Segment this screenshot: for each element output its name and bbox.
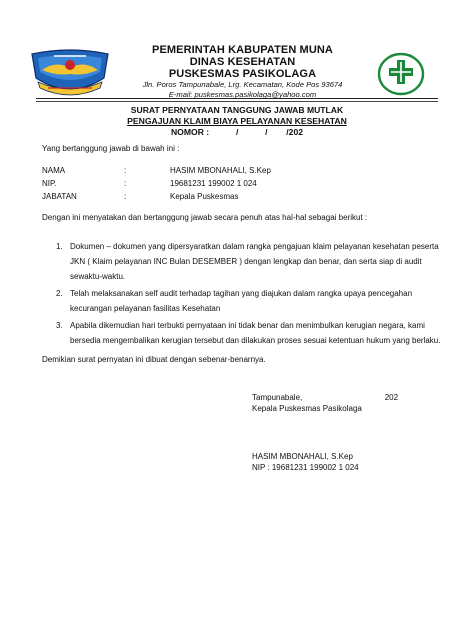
document-title bbox=[0, 105, 474, 138]
identity-colon: : bbox=[124, 179, 127, 188]
identity-colon: : bbox=[124, 192, 127, 201]
identity-colon: : bbox=[124, 166, 127, 175]
list-item bbox=[42, 239, 442, 284]
puskesmas-green-cross-icon bbox=[377, 52, 425, 96]
identity-value: Kepala Puskesmas bbox=[170, 192, 239, 201]
signature-name: HASIM MBONAHALI, S.Kep bbox=[252, 452, 353, 461]
list-item-number: 3. bbox=[56, 321, 63, 330]
muna-regency-emblem-icon bbox=[28, 48, 112, 100]
list-item-number: 2. bbox=[56, 289, 63, 298]
signature-nip: NIP : 19681231 199002 1 024 bbox=[252, 463, 359, 472]
letterhead-address: Jln. Poros Tampunabale, Lrg. Kecamatan, Kode Pos 93674 bbox=[142, 80, 343, 89]
closing-text: Demikian surat pernyatan ini dibuat dengan sebenar-benarnya. bbox=[42, 355, 266, 364]
list-item bbox=[42, 286, 442, 316]
letterhead-department: DINAS KESEHATAN bbox=[189, 56, 296, 68]
list-item-text: Apabila dikemudian hari terbukti pernyataan ini tidak benar dan menimbulkan kerugian negara, kami bersedia mengembalikan kerugian tersebut dan dilakukan proses sesuai ketentuan hukum yang berlaku. bbox=[70, 321, 441, 345]
letterhead bbox=[110, 44, 375, 100]
letterhead-government: PEMERINTAH KABUPATEN MUNA bbox=[152, 44, 333, 56]
intro-text: Yang bertanggung jawab di bawah ini : bbox=[42, 144, 180, 153]
nomor-label: NOMOR : bbox=[170, 127, 210, 137]
nomor-slash-1: / bbox=[235, 127, 239, 137]
signature-place: Tampunabale, bbox=[252, 393, 303, 402]
letterhead-rule-thick bbox=[36, 98, 438, 99]
list-item-number: 1. bbox=[56, 242, 63, 251]
identity-value: 19681231 199002 1 024 bbox=[170, 179, 257, 188]
statement-list bbox=[42, 239, 442, 350]
title-line-2: PENGAJUAN KLAIM BIAYA PELAYANAN KESEHATAN bbox=[127, 116, 347, 126]
letterhead-email: E-mail: puskesmas.pasikolaga@yahoo.com bbox=[168, 90, 317, 99]
document-number bbox=[0, 127, 474, 138]
statement-paragraph: Dengan ini menyatakan dan bertanggung jawab secara penuh atas hal-hal sebagai berikut : bbox=[42, 213, 368, 222]
nomor-slash-2: / bbox=[265, 127, 268, 137]
identity-value: HASIM MBONAHALI, S.Kep bbox=[170, 166, 271, 175]
title-line-1: SURAT PERNYATAAN TANGGUNG JAWAB MUTLAK bbox=[130, 105, 344, 115]
identity-label: JABATAN bbox=[42, 192, 77, 201]
nomor-year: /202 bbox=[286, 127, 304, 137]
signature-position: Kepala Puskesmas Pasikolaga bbox=[252, 404, 362, 413]
identity-label: NAMA bbox=[42, 166, 66, 175]
identity-label: NIP. bbox=[42, 179, 57, 188]
letterhead-puskesmas: PUSKESMAS PASIKOLAGA bbox=[168, 68, 317, 80]
list-item-text: Dokumen – dokumen yang dipersyaratkan dalam rangka pengajuan klaim pelayanan kesehatan peserta JKN ( Klaim pelayanan INC Bulan DESEMBER ) dengan lengkap dan benar, dan serta siap di audit sewaktu-waktu. bbox=[70, 242, 439, 281]
list-item-text: Telah melaksanakan self audit terhadap tagihan yang diajukan dalam rangka upaya pencegahan kecurangan pelayanan fasilitas Kesehatan bbox=[70, 289, 413, 313]
list-item bbox=[42, 318, 442, 348]
letterhead-rule-thin bbox=[36, 101, 438, 102]
signature-year: 202 bbox=[384, 393, 399, 402]
